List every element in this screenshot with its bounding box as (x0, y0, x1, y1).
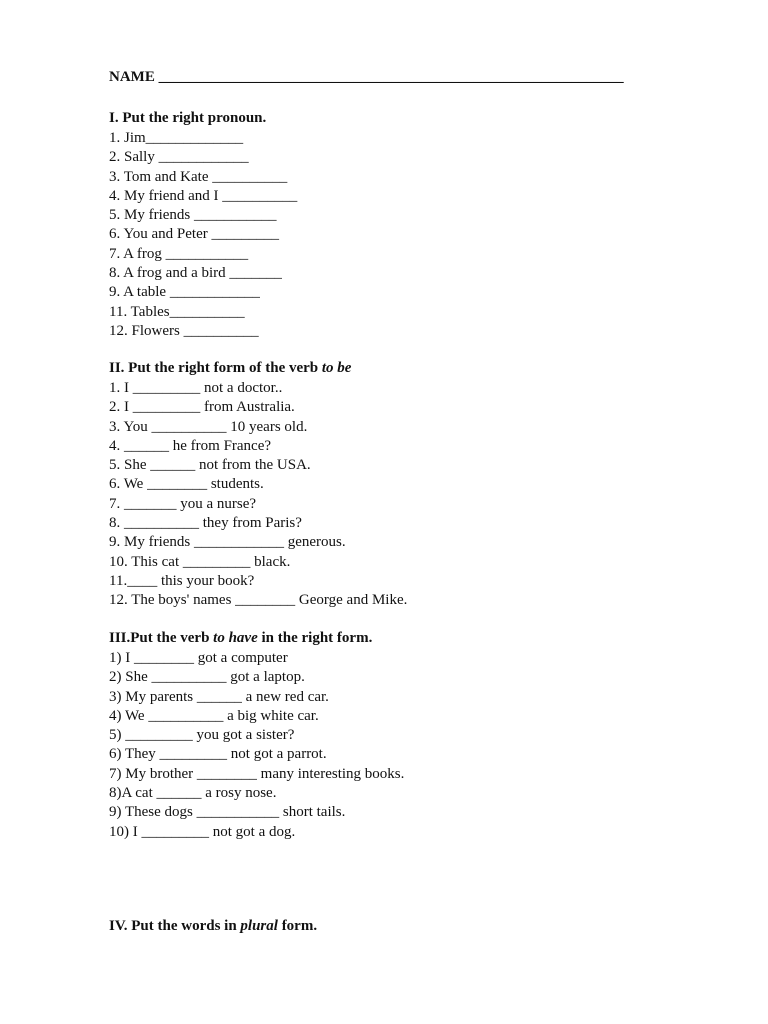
exercise-item: 8. A frog and a bird _______ (109, 265, 282, 282)
exercise-item: 7. _______ you a nurse? (109, 495, 257, 512)
exercise-item: 2. I _________ from Australia. (109, 399, 295, 416)
exercise-item: 5) _________ you got a sister? (109, 727, 295, 744)
exercise-item: 10. This cat _________ black. (109, 553, 291, 570)
section-title-text: in the right form. (257, 630, 373, 646)
exercise-item: 4) We __________ a big white car. (109, 707, 319, 724)
exercise-item: 1. Jim_____________ (109, 130, 244, 146)
exercise-item: 3. You __________ 10 years old. (109, 418, 308, 435)
exercise-item: 2. Sally ____________ (109, 149, 249, 166)
section-title-text: form. (277, 918, 318, 934)
section-title-text: I. Put the right pronoun. (109, 110, 267, 126)
exercise-item: 9) These dogs ___________ short tails. (109, 804, 346, 821)
exercise-item: 8)A cat ______ a rosy nose. (109, 785, 277, 802)
exercise-item: 3. Tom and Kate __________ (109, 168, 288, 185)
exercise-item: 11. Tables__________ (109, 303, 245, 320)
section-title (109, 629, 404, 648)
section-title-text: III.Put the verb (109, 630, 214, 646)
exercise-item: 1) I ________ got a computer (109, 650, 288, 666)
section-pronouns (109, 109, 297, 341)
exercise-item: 5. She ______ not from the USA. (109, 457, 311, 474)
exercise-item: 1. I _________ not a doctor.. (109, 380, 283, 396)
exercise-item: 4. My friend and I __________ (109, 187, 298, 204)
section-title (109, 109, 297, 128)
exercise-item: 12. The boys' names ________ George and Mike. (109, 592, 408, 609)
exercise-item: 9. A table ____________ (109, 284, 260, 301)
exercise-item: 7. A frog ___________ (109, 245, 249, 262)
exercise-item: 4. ______ he from France? (109, 437, 272, 454)
section-title-emphasis: plural (240, 918, 278, 934)
section-plural-form (109, 917, 317, 937)
exercise-item: 5. My friends ___________ (109, 207, 277, 224)
exercise-item: 9. My friends ____________ generous. (109, 534, 346, 551)
section-title-emphasis: to have (213, 630, 258, 646)
section-verb-to-be (109, 359, 407, 611)
exercise-item: 6. We ________ students. (109, 476, 264, 493)
exercise-item: 2) She __________ got a laptop. (109, 669, 305, 686)
section-title-text: II. Put the right form of the verb (109, 360, 322, 376)
exercise-item: 12. Flowers __________ (109, 322, 259, 339)
section-title (109, 359, 407, 378)
exercise-item: 6) They _________ not got a parrot. (109, 746, 327, 763)
section-title (109, 917, 317, 936)
exercise-item: 3) My parents ______ a new red car. (109, 688, 329, 705)
exercise-item: 11.____ this your book? (109, 572, 255, 589)
section-title-text: IV. Put the words in (109, 918, 241, 934)
exercise-item: 6. You and Peter _________ (109, 226, 280, 243)
name-field-line: NAME ______________________________________________________________ (109, 69, 624, 85)
exercise-item: 8. __________ they from Paris? (109, 515, 302, 532)
section-title-emphasis: to be (321, 360, 352, 376)
section-verb-to-have (109, 629, 404, 842)
exercise-item: 10) I _________ not got a dog. (109, 823, 296, 840)
exercise-item: 7) My brother ________ many interesting books. (109, 765, 405, 782)
